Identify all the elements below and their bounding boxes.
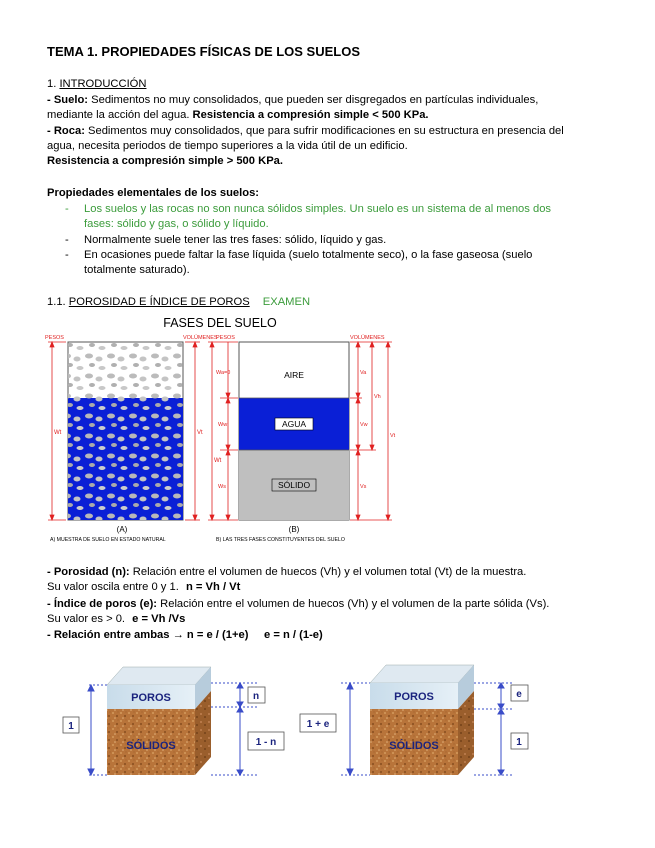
roca-resistance: Resistencia a compresión simple > 500 KPa. bbox=[47, 155, 283, 167]
right-poros-label: POROS bbox=[394, 691, 434, 703]
section-heading-text: POROSIDAD E ÍNDICE DE POROS bbox=[68, 296, 250, 308]
left-solidos-label: SÓLIDOS bbox=[126, 740, 176, 752]
left-top-label: n bbox=[252, 691, 260, 702]
ws-label: Ws bbox=[218, 484, 226, 490]
phases-figure bbox=[40, 312, 400, 550]
left-total-label: 1 bbox=[68, 721, 74, 732]
bullet-1-line-1: Los suelos y las rocas no son nunca sólidos simples. Un suelo es un sistema de al menos dos bbox=[84, 203, 552, 215]
wt-label-a: Wt bbox=[54, 430, 62, 436]
solido-label: SÓLIDO bbox=[277, 480, 311, 490]
volumenes-label-b: VOLÚMENES bbox=[350, 335, 385, 341]
suelo-resistance: Resistencia a compresión simple < 500 KPa. bbox=[189, 109, 429, 121]
suelo-text: Sedimentos no muy consolidados, que pueden ser disgregados en partículas individuales, bbox=[88, 94, 539, 106]
intro-heading bbox=[47, 77, 146, 92]
bullet-2-line-1: Normalmente suele tener las tres fases: sólido, líquido y gas. bbox=[84, 234, 387, 246]
roca-text-2: agua, necesita periodos de tiempo superiores a la vida útil de un edificio. bbox=[47, 140, 408, 152]
roca-text: Sedimentos muy consolidados, que para sufrir modificaciones en su estructura en presencia del bbox=[84, 125, 564, 137]
label-b: (B) bbox=[288, 525, 300, 534]
agua-label: AGUA bbox=[281, 419, 307, 429]
roca-label: - Roca: bbox=[47, 125, 85, 137]
vt-label-b: Vt bbox=[390, 433, 396, 439]
dim-lines-b-left bbox=[208, 342, 238, 520]
left-poros-label: POROS bbox=[131, 692, 171, 704]
bullet-dash: - bbox=[65, 234, 69, 246]
bullet-3-line-1: En ocasiones puede faltar la fase líquida (suelo totalmente seco), o la fase gaseosa (suelo bbox=[84, 249, 533, 261]
vw-label: Vw bbox=[360, 422, 368, 428]
dim-lines-b-right bbox=[350, 342, 392, 520]
props-heading: Propiedades elementales de los suelos: bbox=[47, 187, 260, 199]
wa-label: Wa=0 bbox=[216, 370, 231, 376]
intro-heading-text: INTRODUCCIÓN bbox=[59, 78, 147, 90]
right-bottom-label: 1 bbox=[516, 737, 522, 748]
right-top-label: e bbox=[516, 689, 522, 700]
wt-label-b: Wt bbox=[214, 458, 222, 464]
suelo-label: - Suelo: bbox=[47, 94, 89, 106]
label-a: (A) bbox=[116, 525, 128, 534]
void-ratio-definition bbox=[47, 597, 627, 627]
sample-a-air-zone bbox=[68, 342, 183, 398]
section-number: 1.1. bbox=[47, 296, 66, 308]
porosity-label: - Porosidad (n): bbox=[47, 566, 130, 578]
intro-number: 1. bbox=[47, 78, 57, 90]
va-label: Va bbox=[360, 370, 367, 376]
porosity-formula: n = Vh / Vt bbox=[185, 581, 241, 593]
bullet-dash: - bbox=[65, 203, 69, 215]
void-ratio-label: - Índice de poros (e): bbox=[47, 598, 158, 610]
bullet-dash: - bbox=[65, 249, 69, 261]
right-total-label: 1 + e bbox=[306, 719, 330, 730]
suelo-paragraph bbox=[47, 93, 607, 123]
caption-a: A) MUESTRA DE SUELO EN ESTADO NATURAL bbox=[50, 537, 166, 543]
relation-label: - Relación entre ambas → bbox=[47, 629, 184, 641]
vt-label-a: Vt bbox=[197, 430, 203, 436]
relation-definition bbox=[47, 628, 323, 643]
pesos-label-b: PESOS bbox=[216, 335, 235, 341]
left-bottom-label: 1 - n bbox=[255, 737, 277, 748]
vh-label: Vh bbox=[374, 394, 381, 400]
ww-label: Ww bbox=[218, 422, 228, 428]
void-ratio-formula: e = Vh /Vs bbox=[132, 613, 186, 625]
sample-a-water-zone bbox=[68, 398, 183, 520]
section-1-1-heading bbox=[47, 295, 310, 310]
relation-formula: n = e / (1+e) e = n / (1-e) bbox=[186, 629, 323, 641]
left-cube bbox=[107, 667, 211, 775]
page-title: TEMA 1. PROPIEDADES FÍSICAS DE LOS SUELOS bbox=[47, 44, 361, 59]
porosity-definition bbox=[47, 565, 627, 595]
porosity-range: Su valor oscila entre 0 y 1. bbox=[47, 581, 179, 593]
void-ratio-text: Relación entre el volumen de huecos (Vh) y el volumen de la parte sólida (Vs). bbox=[157, 598, 550, 610]
aire-label: AIRE bbox=[284, 370, 304, 380]
right-cube bbox=[370, 665, 474, 775]
cubes-figure bbox=[55, 655, 545, 785]
caption-b: B) LAS TRES FASES CONSTITUYENTES DEL SUELO bbox=[216, 537, 345, 543]
suelo-text-2: mediante la acción del agua. bbox=[47, 109, 190, 121]
pesos-label-a: PESOS bbox=[45, 335, 64, 341]
right-solidos-label: SÓLIDOS bbox=[389, 740, 439, 752]
exam-tag: EXAMEN bbox=[262, 296, 311, 308]
vs-label: Vs bbox=[360, 484, 367, 490]
bullet-3-line-2: totalmente saturado). bbox=[84, 264, 190, 276]
void-ratio-range: Su valor es > 0. bbox=[47, 613, 126, 625]
fig1-title: FASES DEL SUELO bbox=[163, 316, 277, 330]
bullet-1-line-2: fases: sólido y gas, o sólido y líquido. bbox=[84, 218, 269, 230]
volumenes-label-a: VOLÚMENES bbox=[183, 335, 218, 341]
roca-paragraph bbox=[47, 124, 617, 169]
porosity-text: Relación entre el volumen de huecos (Vh) y el volumen total (Vt) de la muestra. bbox=[129, 566, 527, 578]
